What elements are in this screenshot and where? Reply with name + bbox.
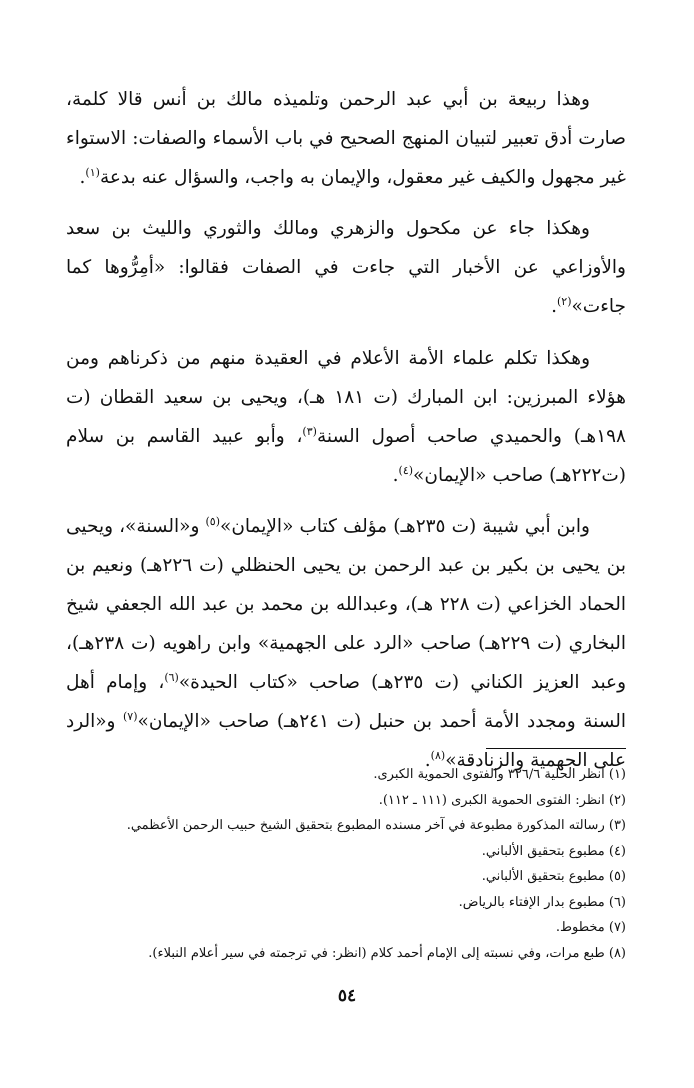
footnote-ref-2: (٢) (556, 294, 572, 308)
paragraph-text: وابن أبي شيبة (ت ٢٣٥هـ) مؤلف كتاب «الإيمان» (220, 516, 590, 537)
paragraph-text: ، وأبو عبيد القاسم بن سلام (ت٢٢٢هـ) صاحب «الإيمان» (66, 426, 626, 486)
paragraph-4 (66, 507, 626, 780)
paragraph-text: . (424, 750, 431, 771)
footnote-separator (486, 748, 626, 749)
footnote-4: (٤) مطبوع بتحقيق الألباني. (481, 843, 626, 859)
page-number: ٥٤ (337, 986, 357, 1006)
paragraph-1 (66, 80, 626, 197)
footnote-ref-6: (٦) (164, 670, 179, 684)
footnote-ref-4: (٤) (398, 463, 414, 477)
footnote-7: (٧) مخطوط. (555, 920, 626, 935)
footnote-2: (٢) انظر: الفتوى الحموية الكبرى (١١١ ـ ١١٢). (378, 792, 626, 808)
footnote-ref-8: (٨) (430, 748, 446, 762)
footnote-1: (١) انظر الحلية ٣٢٦/٦ والفتوى الحموية الكبرى. (373, 767, 626, 782)
paragraph-3 (66, 339, 626, 495)
footnote-ref-7: (٧) (122, 709, 138, 723)
footnote-ref-1: (١) (85, 165, 100, 179)
paragraph-text: . (79, 167, 86, 188)
paragraph-text: ، وإمام أهل السنة ومجدد الأمة أحمد بن حنبل (ت ٢٤١هـ) صاحب «الإيمان» (66, 672, 627, 732)
footnote-5: (٥) مطبوع بتحقيق الألباني. (481, 869, 626, 884)
footnote-8: (٨) طبع مرات، وفي نسبته إلى الإمام أحمد كلام (انظر: في ترجمته في سير أعلام النبلاء). (148, 945, 626, 961)
paragraph-2 (66, 209, 626, 326)
paragraph-text: وهكذا جاء عن مكحول والزهري ومالك والثوري والليث بن سعد والأوزاعي عن الأخبار التي جاءت في الصفات فقالوا: «أمِرُّوها كما جاءت» (66, 218, 626, 317)
paragraph-text: وهذا ربيعة بن أبي عبد الرحمن وتلميذه مالك بن أنس قالا كلمة، صارت أدق تعبير لتبيان المنهج الصحيح في باب الأسماء والصفات: الاستواء غير مجهول والكيف غير معقول، والإيمان به واجب، والسؤال عنه بدعة (66, 89, 626, 188)
footnote-3: (٣) رسالته المذكورة مطبوعة في آخر مسنده المطبوع بتحقيق الشيخ حبيب الرحمن الأعظمي. (126, 818, 626, 833)
main-text (66, 80, 626, 793)
paragraph-text: . (392, 465, 399, 486)
paragraph-text: و«الرد على الجهمية والزنادقة» (66, 711, 626, 771)
footnote-ref-5: (٥) (205, 514, 220, 528)
paragraph-text: وهكذا تكلم علماء الأمة الأعلام في العقيدة منهم من ذكرناهم ومن هؤلاء المبرزين: ابن المبارك (ت ١٨١ هـ)، ويحيى بن سعيد القطان (ت ١٩٨هـ) والحميدي صاحب أصول السنة (66, 348, 626, 447)
footnotes (60, 762, 626, 966)
footnote-6: (٦) مطبوع بدار الإفتاء بالرياض. (458, 894, 626, 910)
paragraph-text: و«السنة»، ويحيى بن يحيى بن بكير بن عبد الرحمن بن يحيى الحنظلي (ت ٢٢٦هـ) ونعيم بن الحماد الخزاعي (ت ٢٢٨ هـ)، وعبدالله بن محمد بن عبد الله الجعفي شيخ البخاري (ت ٢٢٩هـ) صاحب «الرد على الجهمية» وابن راهويه (ت ٢٣٨هـ)، وعبد العزيز الكناني (ت ٢٣٥هـ) صاحب «كتاب الحيدة» (66, 516, 626, 693)
paragraph-text: . (551, 296, 557, 317)
footnote-ref-3: (٣) (302, 424, 317, 438)
